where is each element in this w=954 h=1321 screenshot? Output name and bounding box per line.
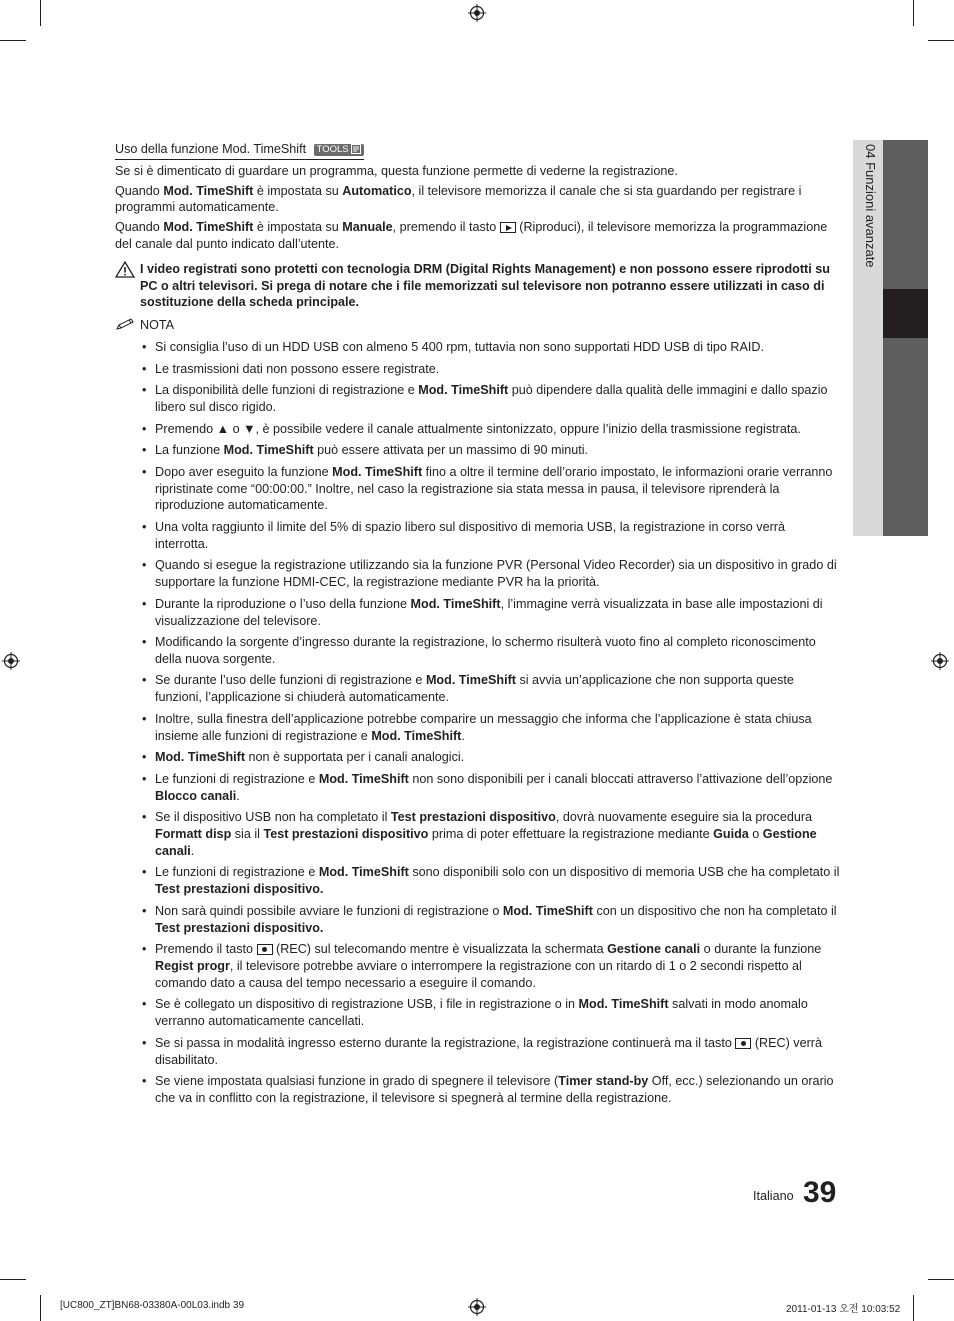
registration-mark-icon bbox=[468, 4, 486, 22]
crop-mark bbox=[0, 1279, 26, 1280]
text: Mod. TimeShift bbox=[318, 865, 409, 880]
bullet: • bbox=[142, 810, 147, 825]
bullet: • bbox=[142, 865, 147, 880]
notes-list bbox=[115, 339, 840, 1107]
text: Se viene impostata qualsiasi funzione in grado di spegnere il televisore ( bbox=[155, 1074, 559, 1089]
text: si avvia un’applicazione che non supporta queste funzioni, l’applicazione si chiuderà automaticamente. bbox=[155, 673, 794, 705]
text: salvati in modo anomalo verranno automaticamente cancellati. bbox=[155, 997, 808, 1029]
text: Le funzioni di registrazione e bbox=[155, 771, 319, 786]
text: o bbox=[748, 827, 763, 842]
bullet: • bbox=[142, 711, 147, 726]
text: Se si passa in modalità ingresso esterno durante la registrazione, la registrazione continuerà ma il tasto bbox=[155, 1035, 736, 1050]
text: Mod. TimeShift bbox=[371, 728, 462, 743]
list-item bbox=[142, 672, 840, 706]
bullet: • bbox=[142, 558, 147, 573]
text: Test prestazioni dispositivo bbox=[263, 827, 429, 842]
text: o durante la funzione bbox=[700, 942, 822, 957]
text: (REC) sul telecomando mentre è visualizzata la schermata bbox=[272, 942, 608, 957]
list-item bbox=[142, 941, 840, 991]
bullet: • bbox=[142, 464, 147, 479]
text: Premendo il tasto bbox=[155, 942, 257, 957]
text: , dovrà nuovamente eseguire sia la procedura bbox=[555, 810, 813, 825]
text: fino a oltre il termine dell’orario impostato, le informazioni orarie verranno ripristinate come “00:00:00.” Inoltre, nel caso la registrazione sia stata messa in pausa, il televisore riprenderà la riproduzione automaticamente. bbox=[155, 464, 833, 513]
registration-mark-icon bbox=[931, 652, 949, 670]
list-item bbox=[142, 749, 840, 766]
list-item bbox=[142, 771, 840, 805]
tools-menu-icon bbox=[351, 144, 361, 154]
text: Mod. TimeShift bbox=[318, 771, 409, 786]
print-timestamp: 2011-01-13 오전 10:03:52 bbox=[786, 1304, 901, 1315]
text: Timer stand-by bbox=[558, 1074, 649, 1089]
intro-paragraph: Se si è dimenticato di guardare un programma, questa funzione permette di vederne la registrazione. bbox=[115, 163, 678, 178]
bullet: • bbox=[142, 903, 147, 918]
record-button-icon bbox=[735, 1038, 751, 1049]
text: Test prestazioni dispositivo. bbox=[155, 920, 324, 935]
bullet: • bbox=[142, 997, 147, 1012]
list-item bbox=[142, 442, 840, 459]
text: Si consiglia l’uso di un HDD USB con almeno 5 400 rpm, tuttavia non sono supportati HDD USB di tipo RAID. bbox=[155, 339, 764, 354]
footer-language: Italiano bbox=[753, 1189, 794, 1203]
automatic-paragraph bbox=[115, 183, 840, 217]
text: Mod. TimeShift bbox=[155, 750, 246, 765]
bullet: • bbox=[142, 750, 147, 765]
list-item bbox=[142, 1073, 840, 1107]
text: (Riproduci), il televisore memorizza la programmazione del canale dal punto indicato dall’utente. bbox=[115, 220, 828, 251]
text: Le trasmissioni dati non possono essere registrate. bbox=[155, 361, 440, 376]
bullet: • bbox=[142, 942, 147, 957]
text: prima di poter effettuare la registrazione mediante bbox=[428, 827, 714, 842]
registration-mark-icon bbox=[2, 652, 20, 670]
list-item bbox=[142, 996, 840, 1030]
text: non è supportata per i canali analogici. bbox=[245, 750, 465, 765]
registration-mark-icon bbox=[468, 1298, 486, 1316]
text: Premendo ▲ o ▼, è possibile vedere il canale attualmente sintonizzato, oppure l’inizio della trasmissione registrata. bbox=[155, 421, 801, 436]
list-item bbox=[142, 557, 840, 591]
text: Mod. TimeShift bbox=[502, 903, 593, 918]
text: può dipendere dalla qualità delle immagini e dallo spazio libero sul disco rigido. bbox=[155, 383, 828, 414]
text: Test prestazioni dispositivo. bbox=[155, 882, 324, 897]
text: La funzione bbox=[155, 443, 224, 458]
list-item bbox=[142, 711, 840, 745]
crop-mark bbox=[928, 1279, 954, 1280]
text: , il televisore memorizza il canale che si sta guardando per registrare i programmi automaticamente. bbox=[115, 183, 802, 215]
text: Mod. TimeShift bbox=[332, 464, 423, 479]
text: sia il bbox=[231, 827, 264, 842]
crop-mark bbox=[40, 0, 41, 26]
tools-badge-label: TOOLS bbox=[316, 144, 349, 155]
text: Se è collegato un dispositivo di registrazione USB, i file in registrazione o in bbox=[155, 997, 579, 1012]
record-button-icon bbox=[257, 944, 273, 955]
text: Durante la riproduzione o l’uso della funzione bbox=[155, 596, 411, 611]
list-item bbox=[142, 421, 840, 438]
text: Inoltre, sulla finestra dell’applicazione potrebbe comparire un messaggio che informa che l’applicazione è stata chiusa insieme alle funzioni di registrazione e bbox=[155, 711, 812, 743]
bullet: • bbox=[142, 1035, 147, 1050]
text: Mod. TimeShift bbox=[163, 220, 254, 235]
section-heading-text: Uso della funzione Mod. TimeShift bbox=[115, 142, 307, 156]
text: . bbox=[190, 843, 195, 858]
text: Mod. TimeShift bbox=[425, 673, 516, 688]
text: , l’immagine verrà visualizzata in base alle impostazioni di visualizzazione del televisore. bbox=[155, 596, 823, 628]
text: Non sarà quindi possibile avviare le funzioni di registrazione o bbox=[155, 903, 503, 918]
text: Mod. TimeShift bbox=[578, 997, 669, 1012]
list-item bbox=[142, 464, 840, 514]
bullet: • bbox=[142, 443, 147, 458]
text: Test prestazioni dispositivo bbox=[390, 810, 556, 825]
text: è impostata su bbox=[253, 183, 343, 198]
text: Quando bbox=[115, 183, 164, 198]
text: Blocco canali bbox=[155, 788, 237, 803]
drm-warning bbox=[115, 261, 840, 311]
print-file-info: [UC800_ZT]BN68-03380A-00L03.indb 39 bbox=[60, 1300, 245, 1311]
text: con un dispositivo che non ha completato il bbox=[592, 903, 837, 918]
text: Quando si esegue la registrazione utilizzando sia la funzione PVR (Personal Video Recorder) sia un dispositivo in grado di supportare la funzione HDMI-CEC, la registrazione mediante PVR ha la priorità. bbox=[155, 558, 837, 590]
bullet: • bbox=[142, 519, 147, 534]
list-item bbox=[142, 1035, 840, 1069]
list-item bbox=[142, 382, 840, 416]
crop-mark bbox=[40, 1295, 41, 1321]
bullet: • bbox=[142, 421, 147, 436]
text: , il televisore potrebbe avviare o interrompere la registrazione con un ritardo di 1 o 2 secondi rispetto al comando dato a causa del tempo necessario a eseguire il comando. bbox=[155, 959, 802, 990]
text: Modificando la sorgente d’ingresso durante la registrazione, lo schermo risulterà vuoto fino al completo riconoscimento della nuova sorgente. bbox=[155, 635, 816, 666]
list-item bbox=[142, 634, 840, 668]
manual-paragraph bbox=[115, 219, 840, 253]
list-item bbox=[142, 903, 840, 937]
text: è impostata su bbox=[253, 220, 343, 235]
text: Una volta raggiunto il limite del 5% di spazio libero sul dispositivo di memoria USB, la registrazione in corso verrà interrotta. bbox=[155, 519, 785, 551]
list-item bbox=[142, 864, 840, 898]
text: Regist progr bbox=[155, 959, 230, 974]
list-item bbox=[142, 809, 840, 859]
bullet: • bbox=[142, 383, 147, 398]
bullet: • bbox=[142, 361, 147, 376]
text: Off, ecc.) selezionando un orario che va in conflitto con la registrazione, il televisore si spegnerà al termine della registrazione. bbox=[155, 1074, 834, 1105]
bullet: • bbox=[142, 635, 147, 650]
crop-mark bbox=[913, 1295, 914, 1321]
text: La disponibilità delle funzioni di registrazione e bbox=[155, 383, 419, 398]
text: Se durante l’uso delle funzioni di registrazione e bbox=[155, 673, 426, 688]
main-content bbox=[115, 141, 840, 1112]
play-button-icon bbox=[500, 222, 516, 233]
text: può essere attivata per un massimo di 90 minuti. bbox=[313, 443, 589, 458]
text: Se il dispositivo USB non ha completato il bbox=[155, 810, 391, 825]
page-number: 39 bbox=[803, 1176, 837, 1209]
text: Mod. TimeShift bbox=[418, 383, 509, 398]
crop-mark bbox=[913, 0, 914, 26]
bullet: • bbox=[142, 339, 147, 354]
text: non sono disponibili per i canali bloccati attraverso l’attivazione dell’opzione bbox=[408, 771, 833, 786]
text: Mod. TimeShift bbox=[410, 596, 501, 611]
crop-mark bbox=[0, 40, 26, 41]
note-heading bbox=[115, 317, 840, 334]
text: Mod. TimeShift bbox=[163, 183, 254, 198]
chapter-index-active bbox=[883, 289, 928, 338]
chapter-index-bar bbox=[883, 140, 928, 536]
text: Manuale bbox=[342, 220, 393, 235]
warning-text: I video registrati sono protetti con tecnologia DRM (Digital Rights Management) e non possono essere riprodotti su PC o altri televisori. Si prega di notare che i file memorizzati sul televisore non potranno essere utilizzati in caso di sostituzione della scheda principale. bbox=[140, 261, 830, 310]
text: , premendo il tasto bbox=[392, 220, 500, 235]
warning-icon bbox=[115, 261, 135, 278]
text: sono disponibili solo con un dispositivo di memoria USB che ha completato il bbox=[408, 865, 840, 880]
list-item bbox=[142, 519, 840, 553]
text: . bbox=[236, 788, 240, 803]
bullet: • bbox=[142, 1074, 147, 1089]
pencil-icon bbox=[115, 317, 137, 331]
chapter-label: 04 Funzioni avanzate bbox=[863, 144, 878, 268]
text: (REC) verrà disabilitato. bbox=[155, 1035, 822, 1067]
bullet: • bbox=[142, 596, 147, 611]
text: Automatico bbox=[342, 183, 412, 198]
text: Formatt disp bbox=[155, 827, 232, 842]
list-item bbox=[142, 339, 840, 356]
list-item bbox=[142, 361, 840, 378]
text: Guida bbox=[713, 827, 749, 842]
text: Gestione canali bbox=[607, 942, 701, 957]
text: Le funzioni di registrazione e bbox=[155, 865, 319, 880]
bullet: • bbox=[142, 771, 147, 786]
section-heading bbox=[115, 141, 364, 160]
tools-badge bbox=[314, 144, 364, 156]
text: Gestione canali bbox=[155, 827, 817, 858]
text: Quando bbox=[115, 220, 164, 235]
note-label: NOTA bbox=[140, 318, 175, 333]
text: Dopo aver eseguito la funzione bbox=[155, 464, 333, 479]
list-item bbox=[142, 596, 840, 630]
crop-mark bbox=[928, 40, 954, 41]
bullet: • bbox=[142, 673, 147, 688]
text: . bbox=[461, 728, 465, 743]
text: Mod. TimeShift bbox=[223, 443, 314, 458]
